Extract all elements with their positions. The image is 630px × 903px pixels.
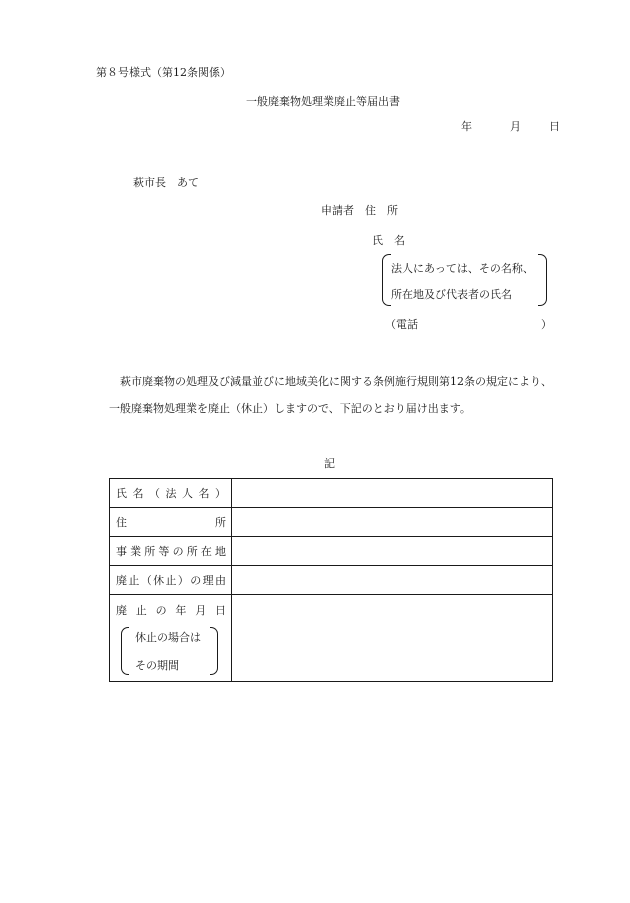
- phone-close-paren: ）: [541, 318, 552, 331]
- name-value-cell[interactable]: [232, 479, 553, 508]
- reason-value-cell[interactable]: [232, 566, 553, 595]
- bracket-left: [121, 627, 129, 675]
- applicant-name-label: 氏 名: [372, 234, 405, 247]
- office-location-label-cell: 事 業 所 等 の 所 在 地: [110, 537, 232, 566]
- date-month-label: 月: [510, 120, 521, 133]
- body-text-line1: 萩市廃棄物の処理及び減量並びに地域美化に関する条例施行規則第12条の規定により、: [120, 375, 552, 388]
- phone-label: （電話: [385, 318, 418, 331]
- form-number: 第８号様式（第12条関係）: [96, 66, 231, 79]
- body-text-line2: 一般廃棄物処理業を廃止（休止）しますので、下記のとおり届け出ます。: [109, 402, 471, 415]
- corporation-note-line2: 所在地及び代表者の氏名: [391, 288, 512, 301]
- name-label-cell: 氏 名 （ 法 人 名 ）: [110, 479, 232, 508]
- corporation-note: [382, 254, 547, 306]
- table-row: [110, 566, 553, 595]
- office-location-value-cell[interactable]: [232, 537, 553, 566]
- bracket-right: [538, 254, 547, 306]
- ki-heading: 記: [324, 457, 335, 470]
- suspension-note-line2: その期間: [135, 659, 179, 672]
- date-day-label: 日: [549, 120, 560, 133]
- abolition-date-value-cell[interactable]: [232, 595, 553, 682]
- address-value-cell[interactable]: [232, 508, 553, 537]
- date-line: [461, 121, 560, 132]
- address-label-cell: 住 所: [110, 508, 232, 537]
- bracket-left: [382, 254, 391, 306]
- document-title: 一般廃棄物処理業廃止等届出書: [246, 95, 400, 108]
- date-year-label: 年: [461, 120, 472, 133]
- table-row: [110, 595, 553, 682]
- table-row: [110, 537, 553, 566]
- reason-label-cell: 廃 止 （ 休 止 ） の 理 由: [110, 566, 232, 595]
- table-row: [110, 508, 553, 537]
- addressee: 萩市長 あて: [133, 176, 199, 189]
- suspension-period-note: [121, 627, 218, 675]
- applicant-address-label: 申請者 住 所: [321, 204, 398, 217]
- table-row: [110, 479, 553, 508]
- notification-table: [109, 478, 553, 682]
- bracket-right: [210, 627, 218, 675]
- abolition-date-label-cell: 廃 止 の 年 月 日 休止の場合は その期間: [110, 595, 232, 682]
- corporation-note-line1: 法人にあっては、その名称、: [391, 262, 534, 275]
- suspension-note-line1: 休止の場合は: [135, 631, 201, 644]
